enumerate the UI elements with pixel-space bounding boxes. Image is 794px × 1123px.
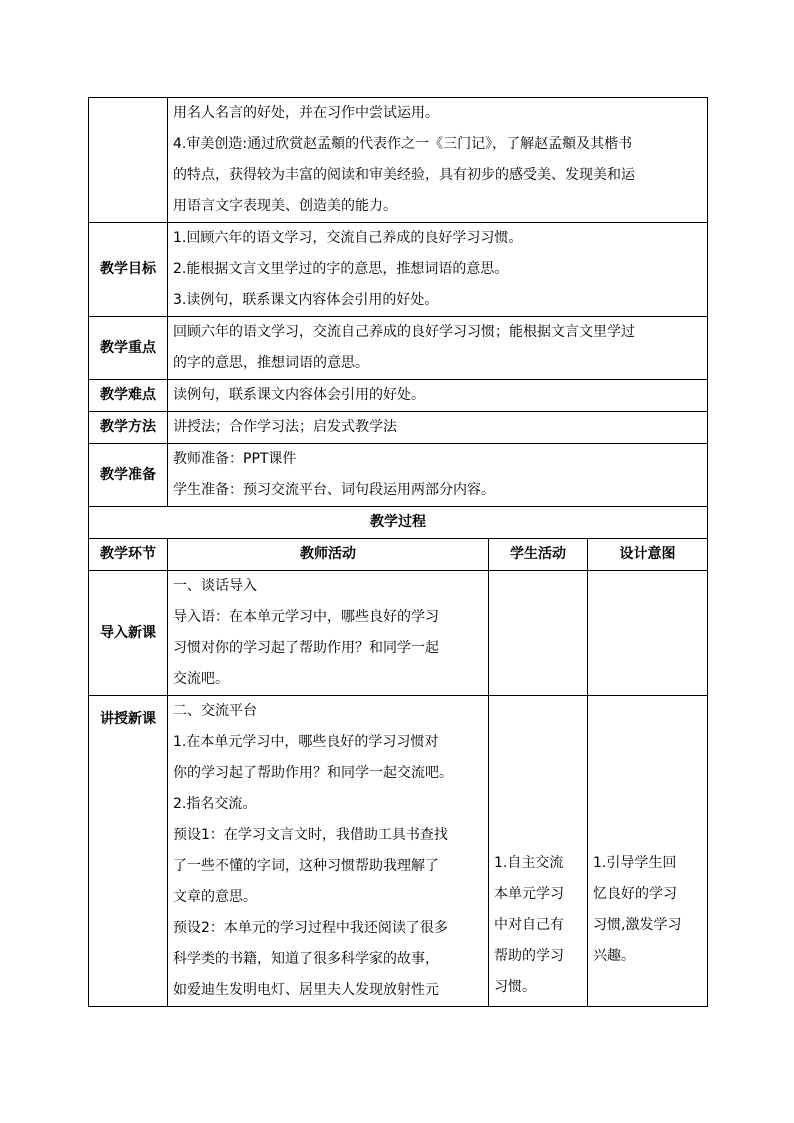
preparation-line: 学生准备：预习交流平台、词句段运用两部分内容。 [173, 482, 495, 498]
lesson-plan-table [88, 97, 708, 1007]
teaching-goals-label: 教学目标 [89, 223, 168, 317]
teaching-goal-line: 1.回顾六年的语文学习，交流自己养成的良好学习习惯。 [173, 230, 523, 246]
teaching-goal-line: 2.能根据文言文里学过的字的意思，推想词语的意思。 [173, 261, 509, 277]
teacher-activity-line: 二、交流平台 [173, 703, 257, 719]
methods-label: 教学方法 [89, 412, 168, 444]
process-title-row [89, 507, 708, 539]
key-points-cell [168, 317, 708, 380]
difficulties-cell [168, 380, 708, 412]
header-student-activity: 学生活动 [489, 539, 588, 571]
teacher-activity-line: 如爱迪生发明电灯、居里夫人发现放射性元 [173, 982, 439, 998]
teacher-activity-line: 你的学习起了帮助作用？和同学一起交流吧。 [173, 765, 453, 781]
difficulties-row [89, 380, 708, 412]
key-point-line: 的字的意思，推想词语的意思。 [173, 355, 369, 371]
teaching-goal-line: 3.读例句，联系课文内容体会引用的好处。 [173, 292, 439, 308]
preparation-cell [168, 444, 708, 507]
teacher-activity-line: 交流吧。 [173, 671, 229, 687]
objectives-continued-cell [168, 98, 708, 223]
stage-label: 导入新课 [89, 571, 168, 696]
teacher-activity-line: 习惯对你的学习起了帮助作用？和同学一起 [173, 640, 439, 656]
student-activity-line: 1.自主交流 [494, 855, 564, 871]
design-intent-line: 兴趣。 [593, 948, 635, 964]
teacher-activity-line: 预设1：在学习文言文时，我借助工具书查找 [173, 827, 448, 843]
teacher-activity-line: 了一些不懂的字词，这种习惯帮助我理解了 [173, 858, 439, 874]
student-activity-line: 中对自己有 [494, 917, 564, 933]
process-header-row [89, 539, 708, 571]
objectives-continued-row [89, 98, 708, 223]
teacher-activity-line: 文章的意思。 [173, 889, 257, 905]
teacher-activity-line: 预设2：本单元的学习过程中我还阅读了很多 [173, 920, 448, 936]
student-activity-line: 帮助的学习 [494, 948, 564, 964]
key-point-line: 回顾六年的语文学习，交流自己养成的良好学习习惯；能根据文言文里学过 [173, 324, 635, 340]
design-intent-line: 习惯,激发学习 [593, 917, 682, 933]
teacher-activity-cell [168, 571, 489, 696]
student-activity-line: 本单元学习 [494, 886, 564, 902]
design-intent-cell [588, 696, 708, 1007]
preparation-line: 教师准备：PPT课件 [173, 451, 297, 467]
process-row-new-lesson [89, 696, 708, 1007]
lesson-plan-page [88, 97, 707, 1007]
teaching-goals-row [89, 223, 708, 317]
teaching-goals-cell [168, 223, 708, 317]
header-design-intent: 设计意图 [588, 539, 708, 571]
process-title: 教学过程 [89, 507, 708, 539]
header-teacher-activity: 教师活动 [168, 539, 489, 571]
header-stage: 教学环节 [89, 539, 168, 571]
objectives-continued-label-cell [89, 98, 168, 223]
design-intent-line: 忆良好的学习 [593, 886, 677, 902]
difficulties-label: 教学难点 [89, 380, 168, 412]
preparation-row [89, 444, 708, 507]
key-points-row [89, 317, 708, 380]
design-intent-cell [588, 571, 708, 696]
methods-cell [168, 412, 708, 444]
methods-row [89, 412, 708, 444]
objectives-line: 4.审美创造:通过欣赏赵孟頫的代表作之一《三门记》，了解赵孟頫及其楷书 [173, 136, 633, 152]
teacher-activity-line: 科学类的书籍，知道了很多科学家的故事， [173, 951, 439, 967]
stage-label [89, 696, 168, 1007]
teacher-activity-line: 1.在本单元学习中，哪些良好的学习习惯对 [173, 734, 439, 750]
preparation-label: 教学准备 [89, 444, 168, 507]
teacher-activity-line: 2.指名交流。 [173, 796, 257, 812]
student-activity-cell [489, 696, 588, 1007]
student-activity-line: 习惯。 [494, 979, 536, 995]
method-line: 讲授法；合作学习法；启发式教学法 [173, 419, 397, 435]
process-row-intro [89, 571, 708, 696]
stage-label-text: 讲授新课 [100, 711, 156, 727]
student-activity-cell [489, 571, 588, 696]
key-points-label: 教学重点 [89, 317, 168, 380]
teacher-activity-cell [168, 696, 489, 1007]
teacher-activity-line: 一、谈话导入 [173, 578, 257, 594]
objectives-line: 用语言文字表现美、创造美的能力。 [173, 198, 397, 214]
teacher-activity-line: 导入语：在本单元学习中，哪些良好的学习 [173, 609, 439, 625]
difficulty-line: 读例句，联系课文内容体会引用的好处。 [173, 387, 425, 403]
design-intent-line: 1.引导学生回 [593, 855, 677, 871]
objectives-line: 用名人名言的好处，并在习作中尝试运用。 [173, 105, 439, 121]
objectives-line: 的特点，获得较为丰富的阅读和审美经验，具有初步的感受美、发现美和运 [173, 167, 635, 183]
